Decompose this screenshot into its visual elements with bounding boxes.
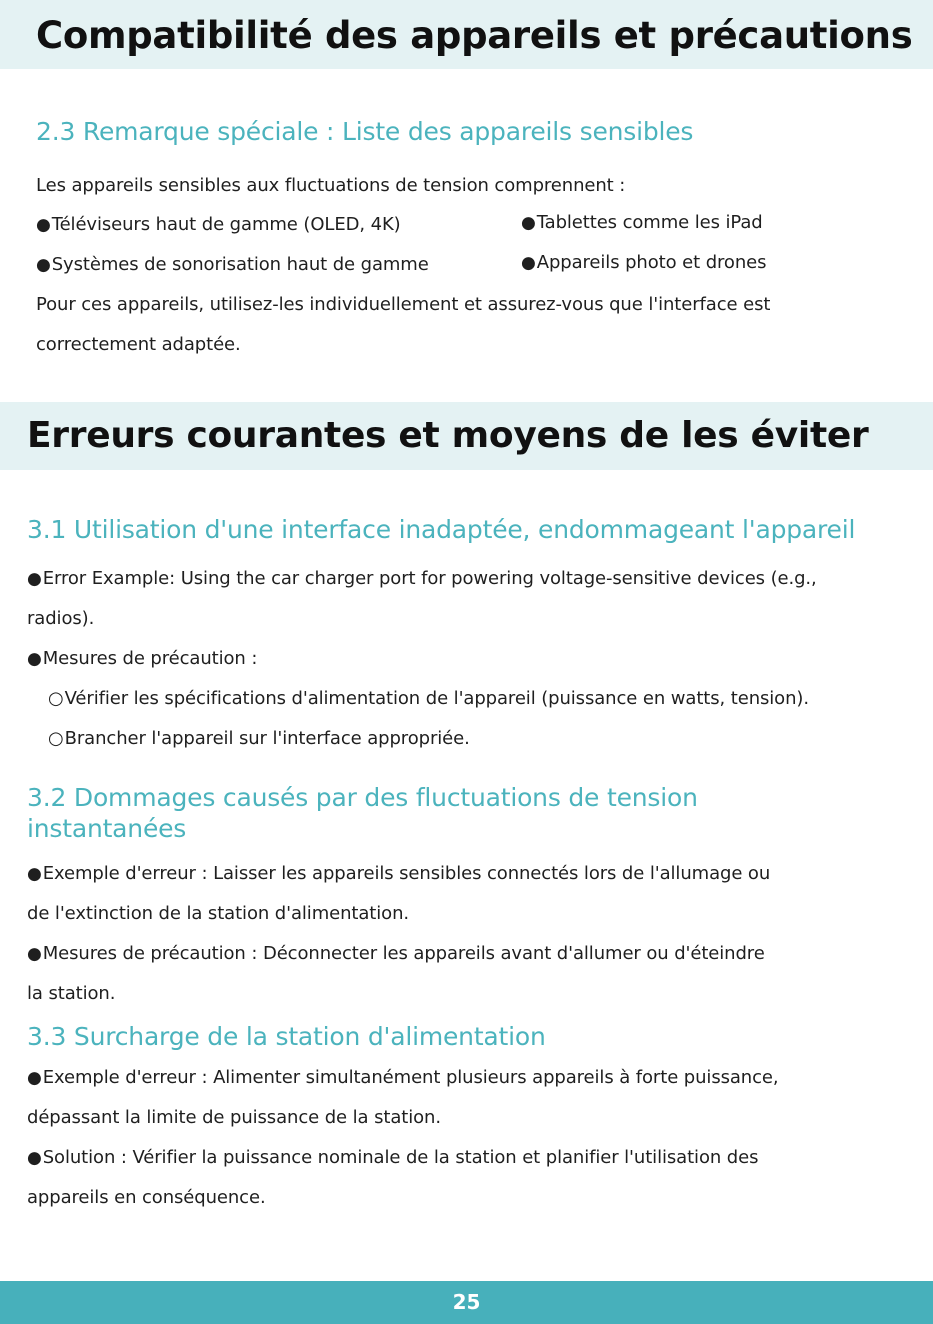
section-header-band (0, 402, 933, 470)
subsection-heading-3-2: 3.2 Dommages causés par des fluctuations de tension (27, 783, 698, 812)
list-item: ○Vérifier les spécifications d'alimentation de l'appareil (puissance en watts, tension). (48, 688, 809, 709)
note-text: Pour ces appareils, utilisez-les individuellement et assurez-vous que l'interface est (36, 294, 771, 315)
bullet-icon: ● (27, 944, 42, 964)
bullet-icon: ● (27, 569, 42, 589)
page-number: 25 (452, 1290, 481, 1314)
subsection-heading-3-1: 3.1 Utilisation d'une interface inadaptée, endommageant l'appareil (27, 515, 856, 544)
section-header-band (0, 0, 933, 69)
circle-bullet-icon: ○ (48, 728, 64, 749)
bullet-icon: ● (521, 213, 536, 233)
subsection-heading-2-3: 2.3 Remarque spéciale : Liste des appareils sensibles (36, 117, 694, 146)
bullet-icon: ● (27, 1148, 42, 1168)
precautions-label: ●Mesures de précaution : (27, 648, 258, 669)
list-item: ●Tablettes comme les iPad (521, 212, 763, 233)
section-title: Compatibilité des appareils et précautions (36, 14, 913, 57)
list-item: ●Téléviseurs haut de gamme (OLED, 4K) (36, 214, 401, 235)
list-item: ●Systèmes de sonorisation haut de gamme (36, 254, 429, 275)
section-title: Erreurs courantes et moyens de les éviter (27, 415, 869, 456)
solution-text: ●Solution : Vérifier la puissance nominale de la station et planifier l'utilisation des (27, 1147, 759, 1168)
page-footer (0, 1281, 933, 1324)
bullet-icon: ● (36, 255, 51, 275)
solution-text-cont: appareils en conséquence. (27, 1187, 266, 1208)
precaution-text-cont: la station. (27, 983, 116, 1004)
error-example-cont: de l'extinction de la station d'alimentation. (27, 903, 409, 924)
error-example: ●Exemple d'erreur : Laisser les appareils sensibles connectés lors de l'allumage ou (27, 863, 771, 884)
precaution-text: ●Mesures de précaution : Déconnecter les appareils avant d'allumer ou d'éteindre (27, 943, 765, 964)
list-item: ●Appareils photo et drones (521, 252, 767, 273)
bullet-icon: ● (521, 253, 536, 273)
bullet-icon: ● (27, 1068, 42, 1088)
error-example: ●Error Example: Using the car charger port for powering voltage-sensitive devices (e.g., (27, 568, 817, 589)
intro-text: Les appareils sensibles aux fluctuations de tension comprennent : (36, 175, 626, 196)
subsection-heading-3-2-cont: instantanées (27, 814, 187, 843)
bullet-icon: ● (27, 864, 42, 884)
subsection-heading-3-3: 3.3 Surcharge de la station d'alimentation (27, 1022, 546, 1051)
error-example: ●Exemple d'erreur : Alimenter simultanément plusieurs appareils à forte puissance, (27, 1067, 779, 1088)
error-example-cont: dépassant la limite de puissance de la station. (27, 1107, 441, 1128)
error-example-cont: radios). (27, 608, 95, 629)
circle-bullet-icon: ○ (48, 688, 64, 709)
bullet-icon: ● (27, 649, 42, 669)
list-item: ○Brancher l'appareil sur l'interface appropriée. (48, 728, 470, 749)
bullet-icon: ● (36, 215, 51, 235)
note-text: correctement adaptée. (36, 334, 241, 355)
